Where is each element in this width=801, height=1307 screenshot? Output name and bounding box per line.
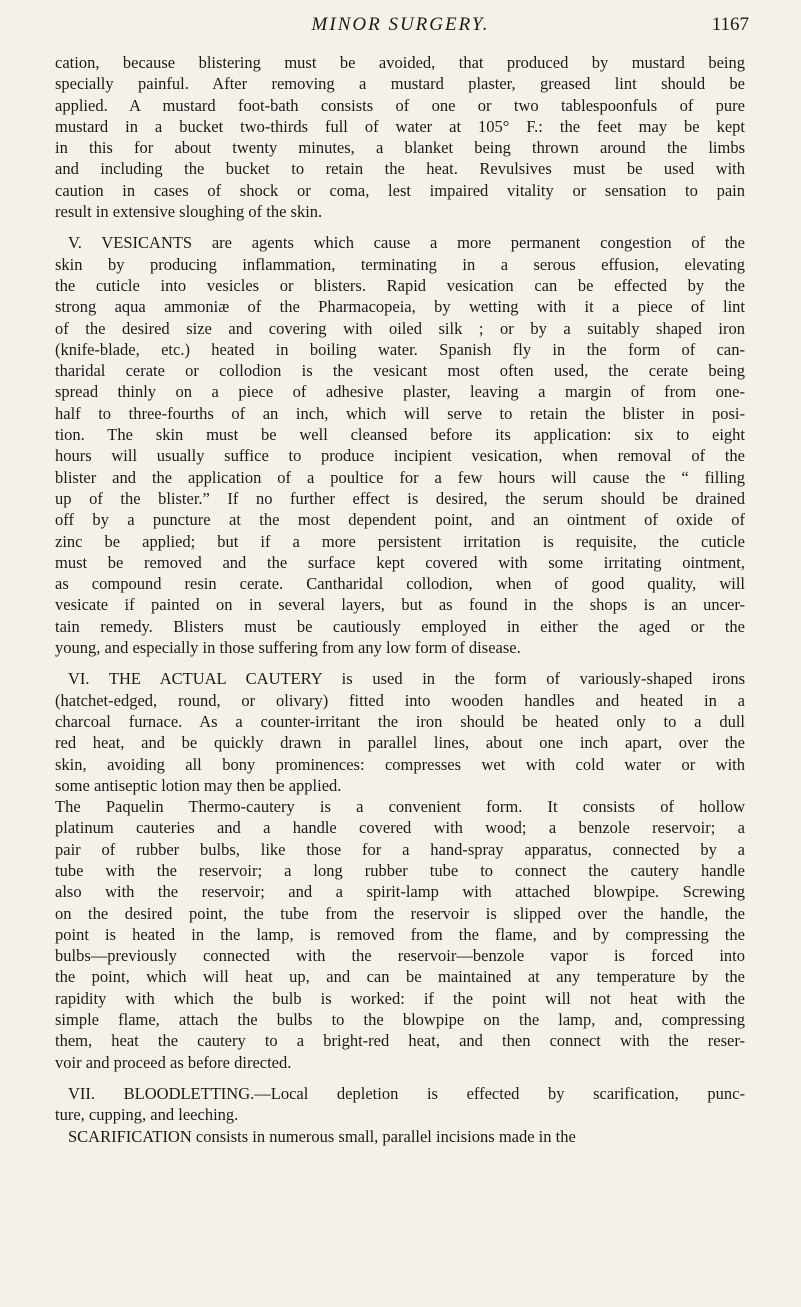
text-line: specially painful. After removing a mustard plaster, greased lint should be [55, 74, 745, 94]
paragraph-vesicants [55, 232, 745, 658]
text-line: (hatchet-edged, round, or olivary) fitted into wooden handles and heated in a [55, 690, 745, 710]
text-line: V. VESICANTS are agents which cause a more permanent congestion of the [68, 233, 745, 253]
text-line: VII. BLOODLETTING.—Local depletion is effected by scarification, punc- [68, 1083, 745, 1103]
text-line: also with the reservoir; and a spirit-lamp with attached blowpipe. Screwing [55, 882, 745, 902]
text-line: (knife-blade, etc.) heated in boiling water. Spanish fly in the form of can- [55, 339, 745, 359]
text-line: them, heat the cautery to a bright-red heat, and then connect with the reser- [55, 1031, 745, 1051]
text-line: ture, cupping, and leeching. [55, 1105, 239, 1125]
text-line: point is heated in the lamp, is removed from the flame, and by compressing the [55, 924, 745, 944]
text-line: simple flame, attach the bulbs to the blowpipe on the lamp, and, compressing [55, 1010, 745, 1030]
text-line: skin by producing inflammation, terminating in a serous effusion, elevating [55, 254, 745, 274]
text-line: tain remedy. Blisters must be cautiously employed in either the aged or the [55, 616, 745, 636]
text-line: cation, because blistering must be avoided, that produced by mustard being [55, 53, 745, 72]
text-line: result in extensive sloughing of the skin. [55, 202, 323, 222]
text-line: young, and especially in those suffering from any low form of disease. [55, 638, 521, 658]
text-line: tharidal cerate or collodion is the vesicant most often used, the cerate being [55, 361, 745, 381]
text-line: of the desired size and covering with oiled silk ; or by a suitably shaped iron [55, 318, 745, 338]
text-line: as compound resin cerate. Cantharidal collodion, when of good quality, will [55, 574, 745, 594]
text-line: some antiseptic lotion may then be applied. [55, 775, 342, 795]
text-line: applied. A mustard foot-bath consists of one or two tablespoonfuls of pure [55, 95, 745, 115]
text-line: The Paquelin Thermo-cautery is a convenient form. It consists of hollow [55, 797, 745, 817]
text-line: the point, which will heat up, and can be maintained at any temperature by the [55, 967, 745, 987]
text-line: the cuticle into vesicles or blisters. Rapid vesication can be effected by the [55, 275, 745, 295]
text-line: half to three-fourths of an inch, which will serve to retain the blister in posi- [55, 403, 745, 423]
text-line: voir and proceed as before directed. [55, 1052, 292, 1072]
text-line: pair of rubber bulbs, like those for a hand-spray apparatus, connected by a [55, 839, 745, 859]
text-line: off by a puncture at the most dependent point, and an ointment of oxide of [55, 510, 745, 530]
text-line: up of the blister.” If no further effect is desired, the serum should be drained [55, 488, 745, 508]
text-line: skin, avoiding all bony prominences: compresses wet with cold water or with [55, 754, 745, 774]
page-header [0, 10, 801, 40]
text-line: VI. THE ACTUAL CAUTERY is used in the form of variously-shaped irons [68, 669, 745, 689]
text-line: strong aqua ammoniæ of the Pharmacopeia, by wetting with it a piece of lint [55, 297, 745, 317]
page-number: 1167 [711, 14, 749, 35]
text-line: vesicate if painted on in several layers, but as found in the shops is an uncer- [55, 595, 745, 615]
paragraph-mustard [55, 52, 745, 222]
text-line: in this for about twenty minutes, a blanket being thrown around the limbs [55, 138, 745, 158]
paragraph-bloodletting [55, 1083, 745, 1147]
text-line: and including the bucket to retain the heat. Revulsives must be used with [55, 159, 745, 179]
running-title: MINOR SURGERY. [311, 14, 490, 35]
text-line: rapidity with which the bulb is worked: if the point will not heat with the [55, 988, 745, 1008]
text-line: platinum cauteries and a handle covered with wood; a benzole reservoir; a [55, 818, 745, 838]
text-line: red heat, and be quickly drawn in parallel lines, about one inch apart, over the [55, 733, 745, 753]
text-line: tube with the reservoir; a long rubber tube to connect the cautery handle [55, 860, 745, 880]
paragraph-actual-cautery [55, 668, 745, 1073]
text-line: SCARIFICATION consists in numerous small, parallel incisions made in the [68, 1126, 576, 1146]
text-line: bulbs—previously connected with the reservoir—benzole vapor is forced into [55, 946, 745, 966]
text-line: on the desired point, the tube from the reservoir is slipped over the handle, the [55, 903, 745, 923]
body-text [55, 52, 745, 1157]
text-line: tion. The skin must be well cleansed before its application: six to eight [55, 425, 745, 445]
text-line: spread thinly on a piece of adhesive plaster, leaving a margin of from one- [55, 382, 745, 402]
text-line: zinc be applied; but if a more persistent irritation is requisite, the cuticle [55, 531, 745, 551]
text-line: charcoal furnace. As a counter-irritant the iron should be heated only to a dull [55, 711, 745, 731]
text-line: caution in cases of shock or coma, lest impaired vitality or sensation to pain [55, 180, 745, 200]
text-line: hours will usually suffice to produce incipient vesication, when removal of the [55, 446, 745, 466]
text-line: must be removed and the surface kept covered with some irritating ointment, [55, 552, 745, 572]
text-line: mustard in a bucket two-thirds full of water at 105° F.: the feet may be kept [55, 116, 745, 136]
text-line: blister and the application of a poultice for a few hours will cause the “ filling [55, 467, 745, 487]
